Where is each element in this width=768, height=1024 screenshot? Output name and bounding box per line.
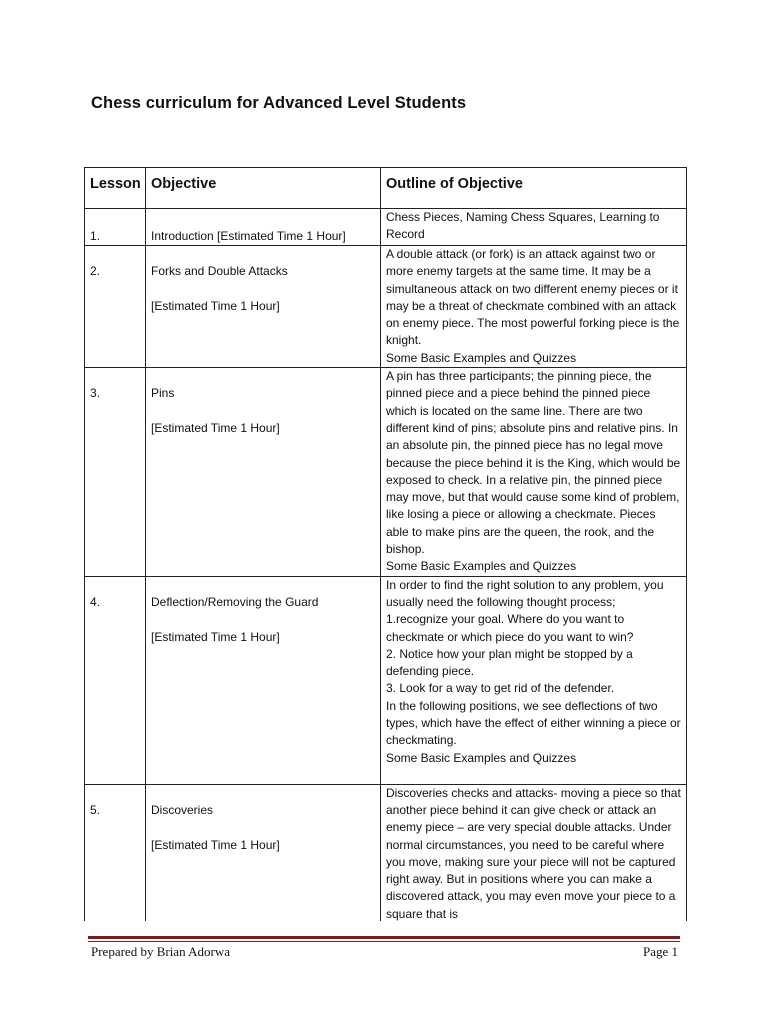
curriculum-table xyxy=(84,167,687,921)
header-outline: Outline of Objective xyxy=(381,168,687,209)
cell-spacer xyxy=(151,577,375,594)
table-row xyxy=(85,576,687,784)
lesson-cell xyxy=(85,246,146,368)
lesson-outline: A double attack (or fork) is an attack against two or more enemy targets at the same time. It may be a simultaneous attack on two different enemy pieces or it may be a threat of checkmate combined with an attack on enemy piece. The most powerful forking piece is the knight. Some Basic Examples and Quizzes xyxy=(381,246,687,368)
lesson-cell xyxy=(85,784,146,921)
cell-spacer xyxy=(151,368,375,385)
objective-cell xyxy=(146,368,381,577)
lesson-objective: Discoveries xyxy=(151,802,214,817)
lesson-outline: In order to find the right solution to any problem, you usually need the following thought process; 1.recognize your goal. Where do you want to checkmate or which piece do you want to win? 2. Notice how your plan might be stopped by a defending piece. 3. Look for a way to get rid of the defender. In the following positions, we see deflections of two types, which have the effect of either winning a piece or checkmating. Some Basic Examples and Quizzes xyxy=(381,576,687,784)
lesson-number: 4. xyxy=(90,594,101,609)
lesson-outline: Discoveries checks and attacks- moving a piece so that another piece behind it can give check or attack an enemy piece – are very special double attacks. Under normal circumstances, you need to be careful where you move, making sure your piece will not be captured right away. But in positions where you can make a discovered attack, you may even move your piece to a square that is xyxy=(381,784,687,921)
curriculum-table-viewport xyxy=(84,167,688,921)
cell-spacer xyxy=(90,368,140,385)
footer-rule-thick xyxy=(88,936,680,939)
objective-cell xyxy=(146,246,381,368)
header-lesson: Lesson xyxy=(85,168,146,209)
lesson-number: 2. xyxy=(90,264,101,279)
lesson-number: 1. xyxy=(85,209,146,246)
cell-spacer xyxy=(90,577,140,594)
lesson-cell xyxy=(85,368,146,577)
cell-spacer xyxy=(151,246,375,263)
table-row xyxy=(85,368,687,577)
footer-rule-thin xyxy=(88,941,680,942)
footer-page-number: Page 1 xyxy=(642,944,678,959)
lesson-cell xyxy=(85,576,146,784)
header-objective: Objective xyxy=(146,168,381,209)
footer-author: Prepared by Brian Adorwa xyxy=(91,944,230,959)
cell-spacer xyxy=(90,785,140,802)
document-title: Chess curriculum for Advanced Level Students xyxy=(91,94,467,112)
cell-spacer xyxy=(151,403,375,420)
cell-spacer xyxy=(151,281,375,298)
cell-spacer xyxy=(151,611,375,628)
lesson-number: 3. xyxy=(90,386,101,401)
table-row xyxy=(85,209,687,246)
lesson-objective: Forks and Double Attacks xyxy=(151,264,288,279)
lesson-objective: Pins xyxy=(151,386,175,401)
table-header-row xyxy=(85,168,687,209)
objective-cell xyxy=(146,784,381,921)
lesson-number: 5. xyxy=(90,802,101,817)
lesson-time: [Estimated Time 1 Hour] xyxy=(151,420,280,435)
lesson-time: [Estimated Time 1 Hour] xyxy=(151,837,280,852)
lesson-time: [Estimated Time 1 Hour] xyxy=(151,298,280,313)
lesson-time: [Estimated Time 1 Hour] xyxy=(151,629,280,644)
objective-cell xyxy=(146,576,381,784)
table-row xyxy=(85,246,687,368)
lesson-objective: Introduction [Estimated Time 1 Hour] xyxy=(146,209,381,246)
cell-spacer xyxy=(151,819,375,836)
cell-spacer xyxy=(151,785,375,802)
lesson-objective: Deflection/Removing the Guard xyxy=(151,594,319,609)
lesson-outline: A pin has three participants; the pinning piece, the pinned piece and a piece behind the pinned piece which is located on the same line. There are two different kind of pins; absolute pins and relative pins. In an absolute pin, the pinned piece has no legal move because the piece behind it is the King, which would be exposed to check. In a relative pin, the pinned piece may move, but that would cause some kind of problem, like losing a piece or allowing a checkmate. Pieces able to make pins are the queen, the rook, and the bishop. Some Basic Examples and Quizzes xyxy=(381,368,687,577)
cell-spacer xyxy=(90,246,140,263)
table-row xyxy=(85,784,687,921)
lesson-outline: Chess Pieces, Naming Chess Squares, Learning to Record xyxy=(381,209,687,246)
